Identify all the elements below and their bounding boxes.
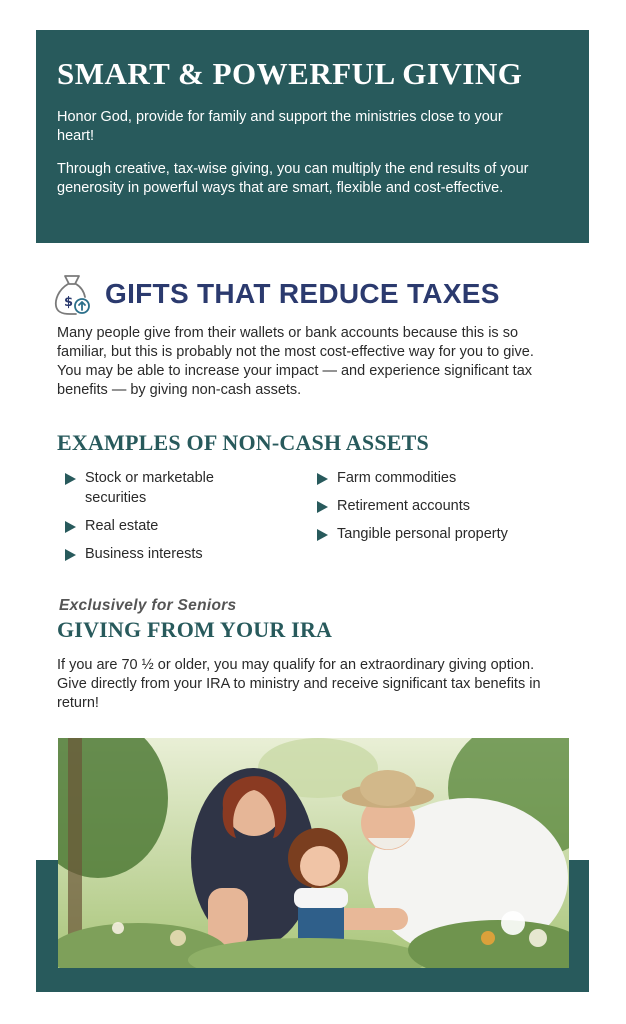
- triangle-bullet-icon: [65, 473, 76, 485]
- list-item: [314, 468, 554, 488]
- list-item: [62, 516, 262, 536]
- ira-title: GIVING FROM YOUR IRA: [57, 617, 333, 642]
- money-bag-icon: [52, 272, 92, 316]
- list-item: [314, 524, 554, 544]
- gifts-title: GIFTS THAT REDUCE TAXES: [105, 278, 500, 309]
- gifts-heading: [52, 272, 500, 316]
- gifts-intro: Many people give from their wallets or bank accounts because this is so familiar, but this is probably not the most cost-effective way for you to give. You may be able to increase your impact — and experience significant tax benefits — by giving non-cash assets.: [57, 325, 534, 398]
- asset-label: Farm commodities: [337, 470, 457, 486]
- triangle-bullet-icon: [65, 549, 76, 561]
- seniors-kicker: Exclusively for Seniors: [59, 597, 237, 614]
- ira-text: If you are 70 ½ or older, you may qualify for an extraordinary giving option. Give directly from your IRA to ministry and receive significant tax benefits in return!: [57, 657, 541, 711]
- asset-label: Business interests: [85, 546, 203, 562]
- asset-label: Tangible personal property: [337, 526, 508, 542]
- hero-paragraph-1: Honor God, provide for family and support the ministries close to your heart!: [57, 109, 503, 144]
- list-item: [62, 544, 262, 564]
- family-garden-photo: [58, 738, 569, 968]
- triangle-bullet-icon: [317, 473, 328, 485]
- asset-label: Stock or marketable securities: [85, 470, 214, 506]
- examples-title: EXAMPLES OF NON-CASH ASSETS: [57, 430, 429, 455]
- list-item: [314, 496, 554, 516]
- triangle-bullet-icon: [317, 529, 328, 541]
- asset-label: Real estate: [85, 518, 159, 534]
- svg-text:$: $: [64, 295, 74, 310]
- list-item: [62, 468, 262, 508]
- assets-list-right: [314, 468, 554, 552]
- triangle-bullet-icon: [317, 501, 328, 513]
- assets-list-left: [62, 468, 262, 572]
- hero-title: SMART & POWERFUL GIVING: [57, 56, 523, 91]
- photo-illustration: [58, 738, 569, 968]
- hero-paragraph-2: Through creative, tax-wise giving, you can multiply the end results of your generosity in powerful ways that are smart, flexible and cost-effective.: [57, 161, 529, 196]
- triangle-bullet-icon: [65, 521, 76, 533]
- hero-banner: [36, 30, 589, 243]
- asset-label: Retirement accounts: [337, 498, 470, 514]
